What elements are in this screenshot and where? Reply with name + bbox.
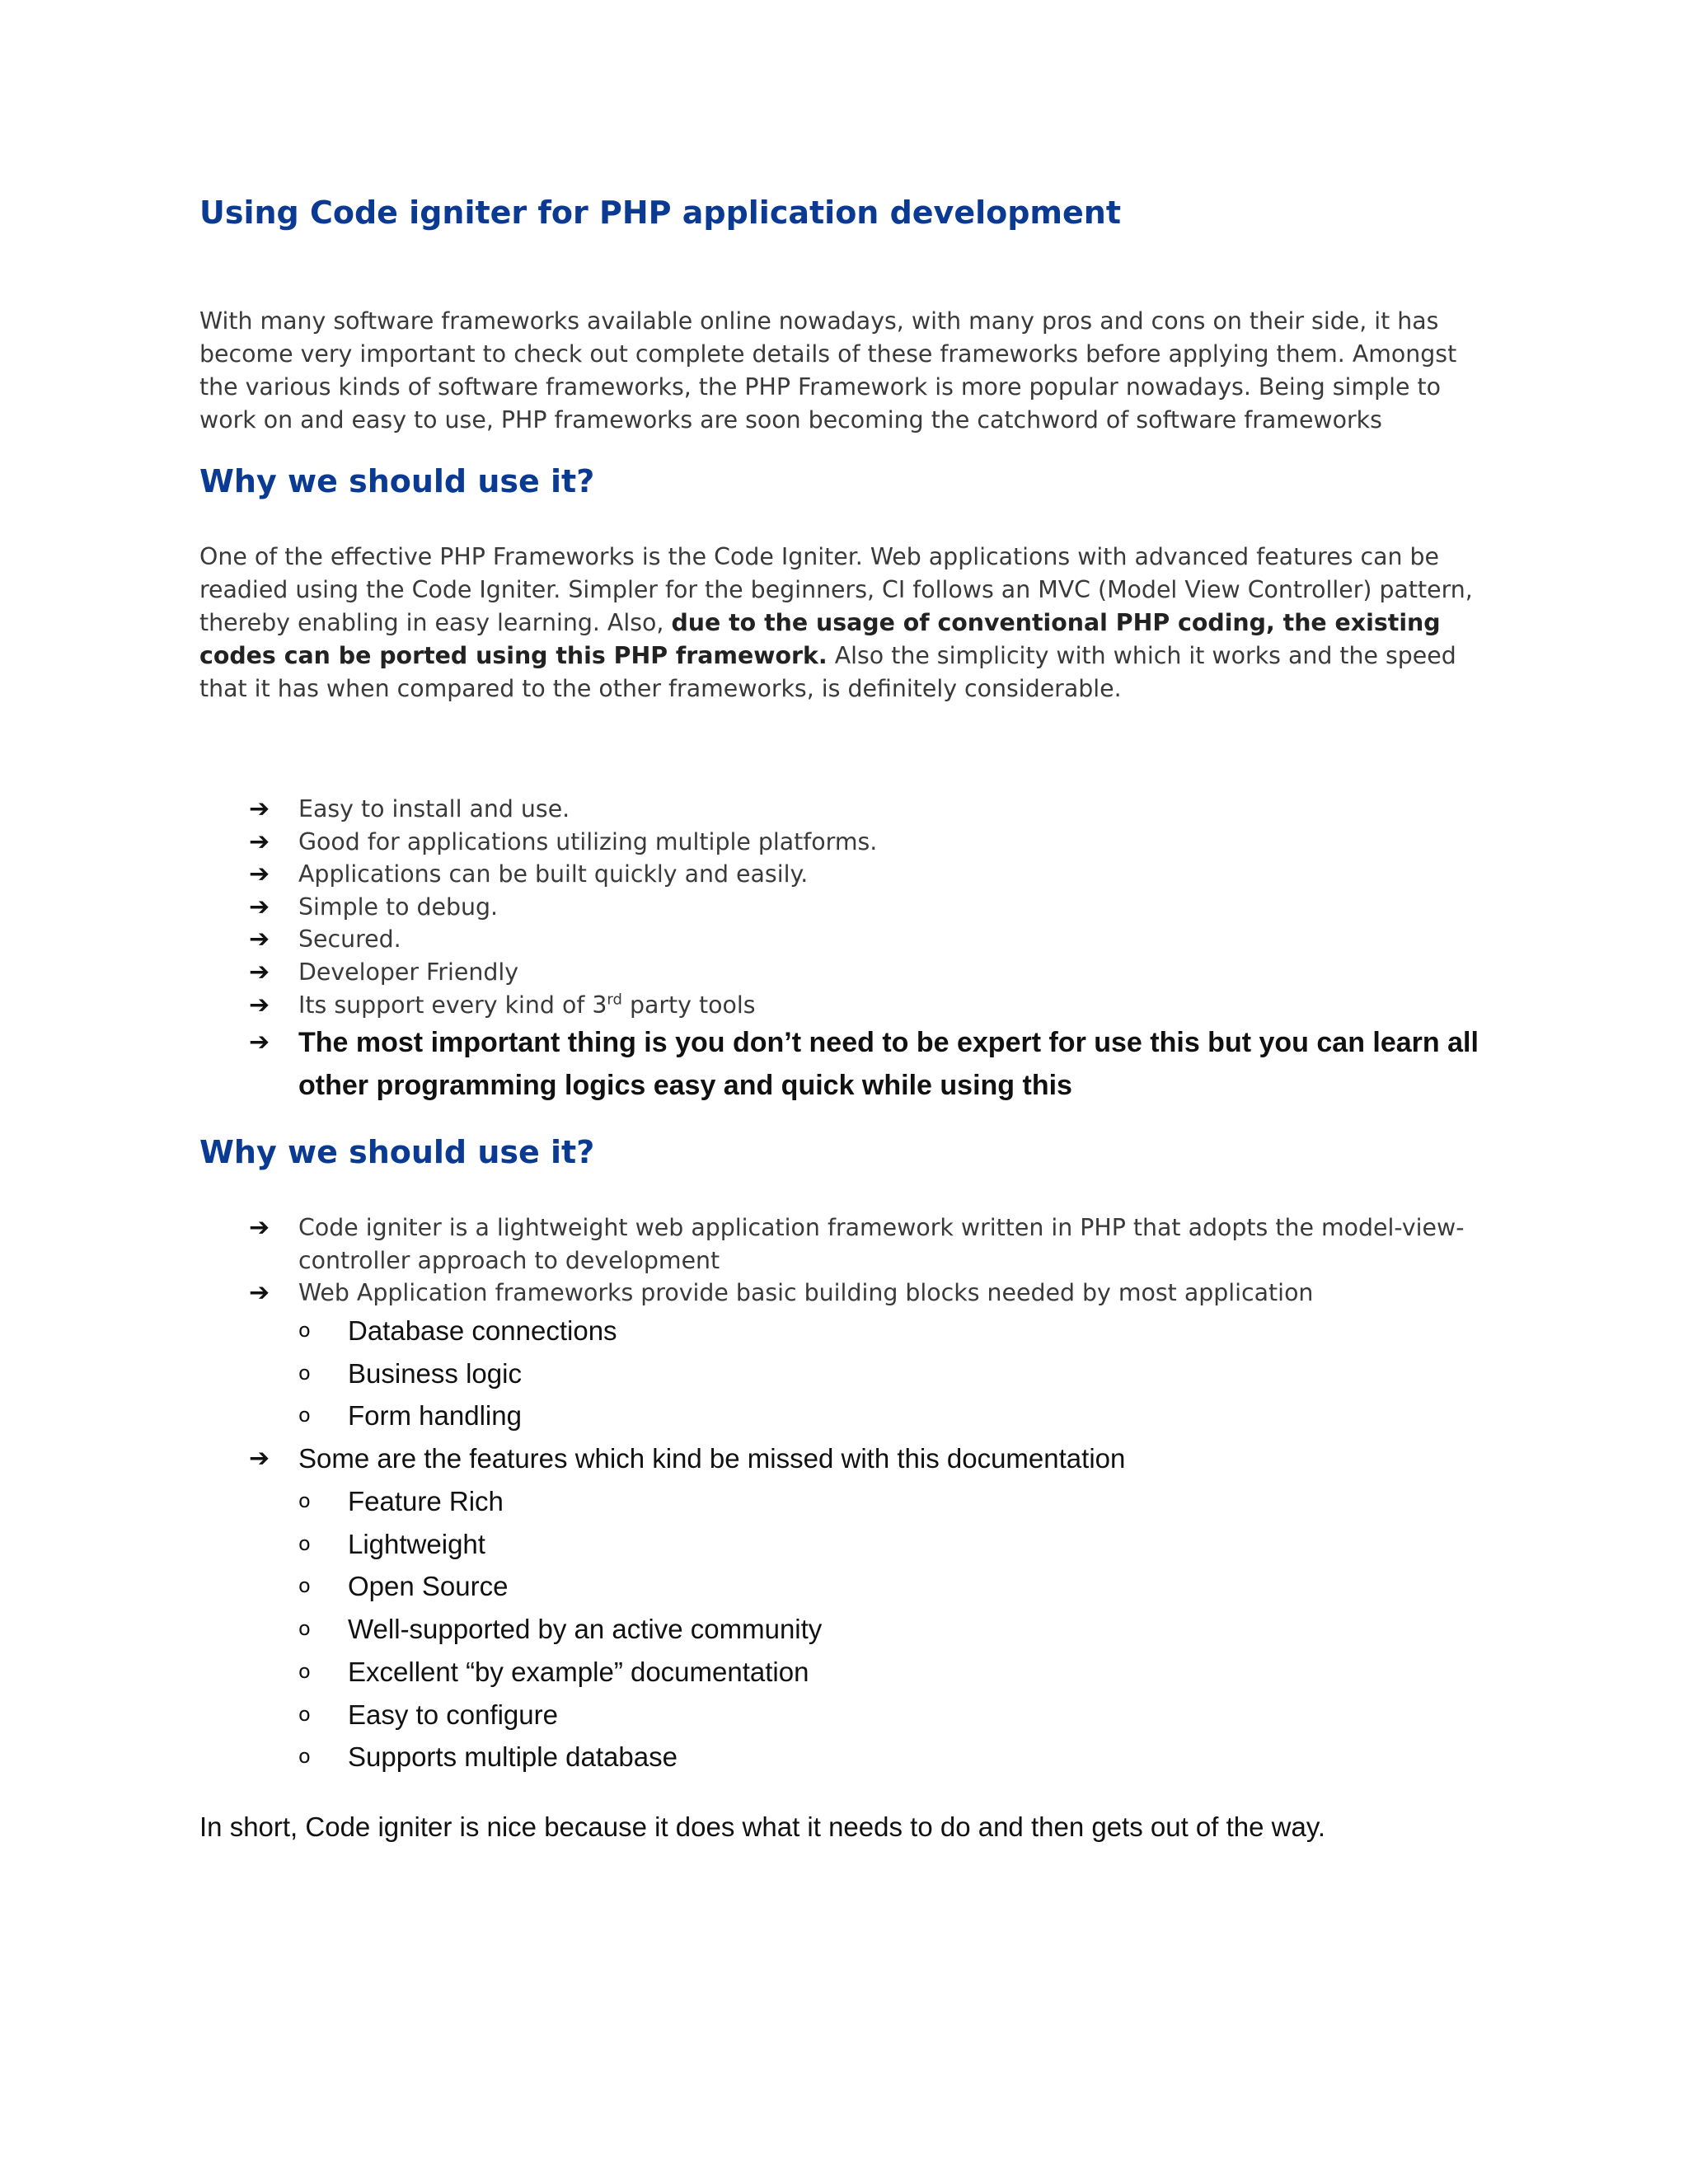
list-item xyxy=(298,1565,822,1608)
circle-bullet-icon: o xyxy=(298,1319,311,1342)
intro-paragraph: With many software frameworks available online nowadays, with many pros and cons on their side, it has become very important to check out complete details of these frameworks before applying them. Amongst the various kinds of software frameworks, the PHP Framework is more popular nowadays. Being simple to work on and easy to use, PHP frameworks are soon becoming the catchword of software frameworks xyxy=(199,307,1457,434)
list-item xyxy=(298,1310,617,1352)
arrow-bullet-icon: ➔ xyxy=(249,1213,270,1242)
arrow-bullet-icon: ➔ xyxy=(249,1444,270,1473)
list-item-text: Secured. xyxy=(298,926,401,954)
list-item xyxy=(298,1523,822,1566)
list-item-building-blocks xyxy=(249,1277,1485,1310)
list-item-text: Code igniter is a lightweight web application framework written in PHP that adopts the model-view-controller approach to development xyxy=(298,1214,1465,1274)
arrow-bullet-icon: ➔ xyxy=(249,1028,270,1057)
list-item xyxy=(298,1394,617,1437)
circle-bullet-icon: o xyxy=(298,1361,311,1385)
section-heading-why-use-2: Why we should use it? xyxy=(199,1134,595,1170)
list-item xyxy=(249,1437,1485,1480)
list-item xyxy=(298,1608,822,1651)
list-item-text: Excellent “by example” documentation xyxy=(348,1656,809,1687)
closing-paragraph: In short, Code igniter is nice because it does what it needs to do and then gets out of the way. xyxy=(199,1811,1326,1842)
list-item-text: Well-supported by an active community xyxy=(348,1614,823,1645)
features-list xyxy=(298,1480,822,1779)
arrow-bullet-icon: ➔ xyxy=(249,860,270,889)
list-item xyxy=(298,1352,617,1395)
list-item-text: Its support every kind of 3 xyxy=(298,991,607,1019)
circle-bullet-icon: o xyxy=(298,1659,311,1683)
list-item-text: The most important thing is you don’t need to be expert for use this but you can learn all other programming logics easy and quick while using this xyxy=(298,1027,1479,1102)
circle-bullet-icon: o xyxy=(298,1489,311,1512)
circle-bullet-icon: o xyxy=(298,1574,311,1598)
list-item xyxy=(298,1480,822,1523)
circle-bullet-icon: o xyxy=(298,1745,311,1769)
list-item xyxy=(298,1694,822,1736)
list-item-text: Easy to configure xyxy=(348,1699,558,1730)
list-item-text: Applications can be built quickly and easily. xyxy=(298,860,809,888)
arrow-bullet-icon: ➔ xyxy=(249,957,270,987)
list-item-text: Good for applications utilizing multiple platforms. xyxy=(298,827,878,855)
list-item-text: Lightweight xyxy=(348,1528,485,1559)
list-item xyxy=(249,956,1485,989)
list-item-third-party-tools xyxy=(249,989,1485,1022)
circle-bullet-icon: o xyxy=(298,1702,311,1726)
list-item xyxy=(298,1651,822,1694)
paragraph-text-end: Also the simplicity with which it works and the speed that it has when compared to the other frameworks, is definitely considerable. xyxy=(199,642,1456,702)
arrow-bullet-icon: ➔ xyxy=(249,990,270,1019)
list-item xyxy=(249,826,1485,859)
list-item-text: Supports multiple database xyxy=(348,1741,678,1773)
list-item-most-important xyxy=(249,1021,1485,1107)
code-igniter-paragraph xyxy=(199,541,1485,705)
building-blocks-list xyxy=(298,1310,617,1437)
arrow-bullet-icon: ➔ xyxy=(249,794,270,823)
ordinal-superscript: rd xyxy=(607,991,622,1009)
arrow-bullet-icon: ➔ xyxy=(249,827,270,856)
list-item xyxy=(249,858,1485,891)
arrow-bullet-icon: ➔ xyxy=(249,892,270,921)
list-item-text: Easy to install and use. xyxy=(298,795,570,823)
paragraph-bold-text: due to the usage of conventional PHP coding, the existing codes can be ported using this PHP framework. xyxy=(199,609,1441,669)
list-item-text: Form handling xyxy=(348,1400,522,1432)
section-heading-why-use-1: Why we should use it? xyxy=(199,463,595,499)
list-item-text: Some are the features which kind be missed with this documentation xyxy=(298,1443,1126,1474)
framework-description-list xyxy=(249,1212,1485,1310)
list-item-text-end: party tools xyxy=(621,991,756,1019)
list-item-text: Business logic xyxy=(348,1357,522,1389)
list-item-text: Web Application frameworks provide basic building blocks needed by most application xyxy=(298,1279,1314,1307)
list-item-text: Simple to debug. xyxy=(298,893,499,921)
page-title: Using Code igniter for PHP application development xyxy=(199,194,1122,231)
paragraph-text-start: One of the effective PHP Frameworks is the Code Igniter. Web applications with advanced features can be readied using the Code Igniter. Simpler for the beginners, CI follows an MVC (Model View Controller) pattern, thereby enabling in easy learning. Also, xyxy=(199,543,1473,636)
circle-bullet-icon: o xyxy=(298,1531,311,1555)
circle-bullet-icon: o xyxy=(298,1617,311,1641)
list-item-text: Open Source xyxy=(348,1571,509,1602)
list-item xyxy=(249,1212,1485,1277)
list-item xyxy=(249,793,1485,826)
list-item-text: Feature Rich xyxy=(348,1486,504,1516)
arrow-bullet-icon: ➔ xyxy=(249,925,270,954)
benefits-list xyxy=(249,793,1485,1107)
list-item xyxy=(249,891,1485,924)
list-item-text: Developer Friendly xyxy=(298,958,519,986)
list-item xyxy=(298,1736,822,1779)
features-intro-list xyxy=(249,1437,1485,1480)
arrow-bullet-icon: ➔ xyxy=(249,1278,270,1308)
circle-bullet-icon: o xyxy=(298,1404,311,1427)
list-item xyxy=(249,923,1485,956)
list-item-text: Database connections xyxy=(348,1315,617,1346)
